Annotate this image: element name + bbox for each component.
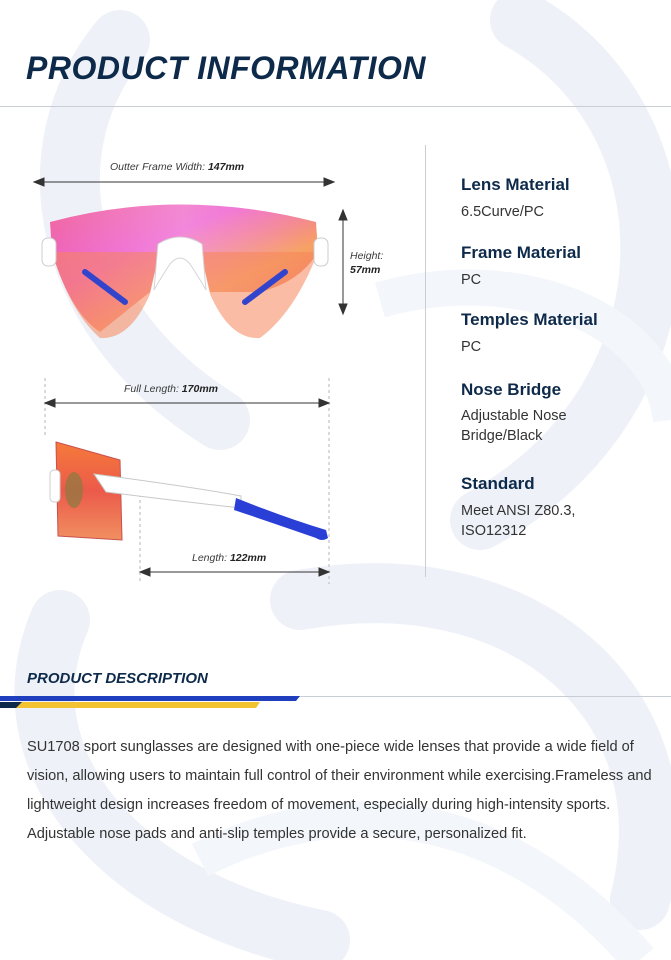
outer-width-value: 147mm xyxy=(207,161,245,173)
spec-heading-standard: Standard xyxy=(461,474,535,493)
length-value: 122mm xyxy=(229,552,267,564)
full-length-dimension xyxy=(124,383,218,395)
description-text: SU1708 sport sunglasses are designed with one-piece wide lenses that provide a wide field of vision, allowing users to maintain full control of their environment while exercising.Frameless and lightweight design increases freedom of movement, especially during high-intensity sports. Adjustable nose pads and anti-slip temples provide a secure, personalized fit. xyxy=(27,739,652,842)
height-dimension xyxy=(350,250,383,276)
spec-value-lens-material: 6.5Curve/PC xyxy=(461,204,545,220)
spec-divider xyxy=(425,145,426,577)
outer-width-dimension xyxy=(110,161,244,173)
side-view-diagram xyxy=(36,378,346,590)
front-view-diagram xyxy=(30,172,370,352)
spec-heading-lens-material: Lens Material xyxy=(461,175,570,194)
nose-bridge-shape xyxy=(154,237,206,290)
full-length-label: Full Length: xyxy=(124,383,179,395)
height-value: 57mm xyxy=(350,264,381,276)
spec-heading-frame-material: Frame Material xyxy=(461,243,581,262)
spec-heading-nose-bridge: Nose Bridge xyxy=(461,380,562,399)
title-divider xyxy=(0,106,671,107)
spec-heading-temples-material: Temples Material xyxy=(461,310,598,329)
height-label: Height: xyxy=(350,250,384,262)
spec-value-standard: Meet ANSI Z80.3, ISO12312 xyxy=(461,503,576,539)
description-accent-stripe xyxy=(0,696,310,710)
spec-value-temples-material: PC xyxy=(461,339,482,355)
length-label: Length: xyxy=(192,552,228,564)
length-dimension xyxy=(192,552,266,564)
description-title: PRODUCT DESCRIPTION xyxy=(27,670,208,687)
spec-value-nose-bridge: Adjustable Nose Bridge/Black xyxy=(461,408,567,444)
full-length-value: 170mm xyxy=(181,383,218,395)
outer-width-label: Outter Frame Width: xyxy=(110,161,206,173)
page-title: PRODUCT INFORMATION xyxy=(26,50,426,86)
spec-value-frame-material: PC xyxy=(461,272,482,288)
